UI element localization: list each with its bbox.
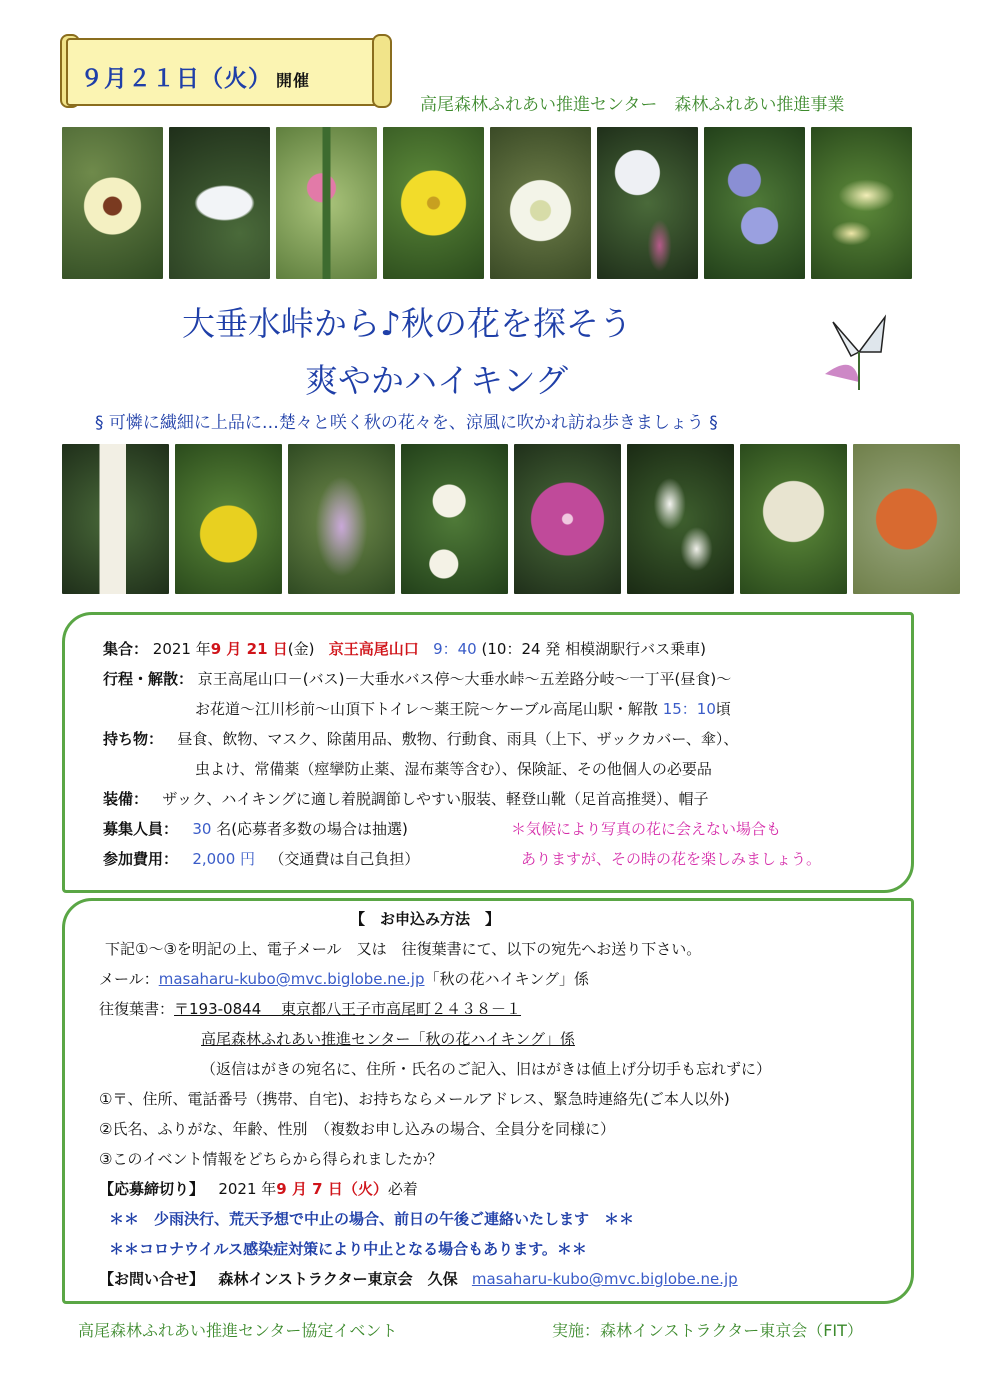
flower-photo-11: [288, 444, 395, 594]
postcard-note: （返信はがきの宛名に、住所・氏名のご記入、旧はがきは値上げ分切手も忘れずに）: [201, 1060, 772, 1078]
contact-row: 【お問い合せ】 森林インストラクター東京会 久保 masaharu-kubo@mvc.biglobe.ne.jp: [99, 1270, 738, 1288]
items-row-2: 虫よけ、常備薬（痙攣防止薬、湿布薬等含む）、保険証、その他個人の必要品: [195, 760, 712, 778]
mail-link[interactable]: masaharu-kubo@mvc.biglobe.ne.jp: [158, 970, 425, 988]
route-row-2: お花道～江川杉前～山頂下トイレ～薬王院～ケーブル高尾山駅・解散 15：10頃: [195, 700, 731, 718]
requirement-3: ③このイベント情報をどちらから得られましたか？: [99, 1150, 443, 1168]
meet-row: 集合： 2021 年9 月 21 日(金) 京王高尾山口 9：40 (10：24 発 相模湖駅行バス乗車): [103, 640, 706, 658]
contact-mail-link[interactable]: masaharu-kubo@mvc.biglobe.ne.jp: [471, 1270, 738, 1288]
flower-photos-bottom: [62, 444, 960, 594]
footer-right: 実施：森林インストラクター東京会（FIT）: [552, 1321, 863, 1340]
flower-photo-10: [175, 444, 282, 594]
flower-photo-6: [597, 127, 698, 279]
items-row: 持ち物： 昼食、飲物、マスク、除菌用品、敷物、行動食、雨具（上下、ザックカバー、傘）、: [103, 730, 739, 748]
weather-note-1: ＊気候により写真の花に会えない場合も: [511, 820, 782, 838]
flower-photo-12: [401, 444, 508, 594]
event-subtitle: 爽やかハイキング: [305, 361, 569, 400]
event-title: 大垂水峠から♪秋の花を探そう: [182, 304, 633, 343]
flower-photo-5: [490, 127, 591, 279]
covid-notice: ＊＊コロナウイルス感染症対策により中止となる場合もあります。＊＊: [109, 1240, 587, 1258]
weather-note-2: ありますが、その時の花を楽しみましょう。: [521, 850, 822, 868]
event-details-box: [62, 612, 914, 893]
date-banner: [60, 32, 390, 112]
gear-row: 装備： ザック、ハイキングに適し着脱調節しやすい服装、軽登山靴（足首高推奨）、帽子: [103, 790, 709, 808]
event-date: ９月２１日（火） 開催: [80, 66, 311, 92]
route-row: 行程・解散： 京王高尾山口－(バス)－大垂水バス停～大垂水峠～五差路分岐～一丁平(昼食)～: [103, 670, 732, 688]
flower-photos-top: [62, 127, 912, 279]
flower-photo-1: [62, 127, 163, 279]
flower-photo-15: [740, 444, 847, 594]
postcard-addressee: 高尾森林ふれあい推進センター「秋の花ハイキング」係: [201, 1030, 575, 1048]
flower-photo-4: [383, 127, 484, 279]
flower-photo-14: [627, 444, 734, 594]
held-label: 開催: [276, 71, 311, 90]
flower-photo-9: [62, 444, 169, 594]
rain-notice: ＊＊ 少雨決行、荒天予想で中止の場合、前日の午後ご連絡いたします ＊＊: [109, 1210, 635, 1228]
capacity-row: 募集人員： 30 名(応募者多数の場合は抽選): [103, 820, 408, 838]
flower-photo-8: [811, 127, 912, 279]
mail-row: メール：masaharu-kubo@mvc.biglobe.ne.jp「秋の花ハイキング」係: [99, 970, 590, 988]
postcard-row: 往復葉書：〒193-0844 東京都八王子市高尾町２４３８－１: [99, 1000, 522, 1018]
event-tagline: § 可憐に繊細に上品に…楚々と咲く秋の花々を、涼風に吹かれ訪ね歩きましょう §: [95, 413, 718, 433]
flower-photo-3: [276, 127, 377, 279]
requirement-2: ②氏名、ふりがな、年齢、性別 （複数お申し込みの場合、全員分を同様に）: [99, 1120, 615, 1138]
requirement-1: ①〒、住所、電話番号（携帯、自宅)、お持ちならメールアドレス、緊急時連絡先(ご本人以外): [99, 1090, 730, 1108]
footer-left: 高尾森林ふれあい推進センター協定イベント: [78, 1321, 398, 1340]
flower-photo-2: [169, 127, 270, 279]
scroll-right-curl: [372, 34, 392, 108]
flower-photo-16: [853, 444, 960, 594]
application-box: [62, 898, 914, 1304]
application-intro: 下記①～③を明記の上、電子メール 又は 往復葉書にて、以下の宛先へお送り下さい。: [105, 940, 702, 958]
deadline-row: 【応募締切り】 2021 年9 月 7 日（火）必着: [99, 1180, 418, 1198]
flower-photo-13: [514, 444, 621, 594]
butterfly-flower-image: [815, 312, 890, 392]
fee-row: 参加費用： 2,000 円 （交通費は自己負担）: [103, 850, 420, 868]
flower-photo-7: [704, 127, 805, 279]
organization-header: 高尾森林ふれあい推進センター 森林ふれあい推進事業: [420, 95, 845, 115]
application-heading: 【 お申込み方法 】: [350, 910, 501, 928]
